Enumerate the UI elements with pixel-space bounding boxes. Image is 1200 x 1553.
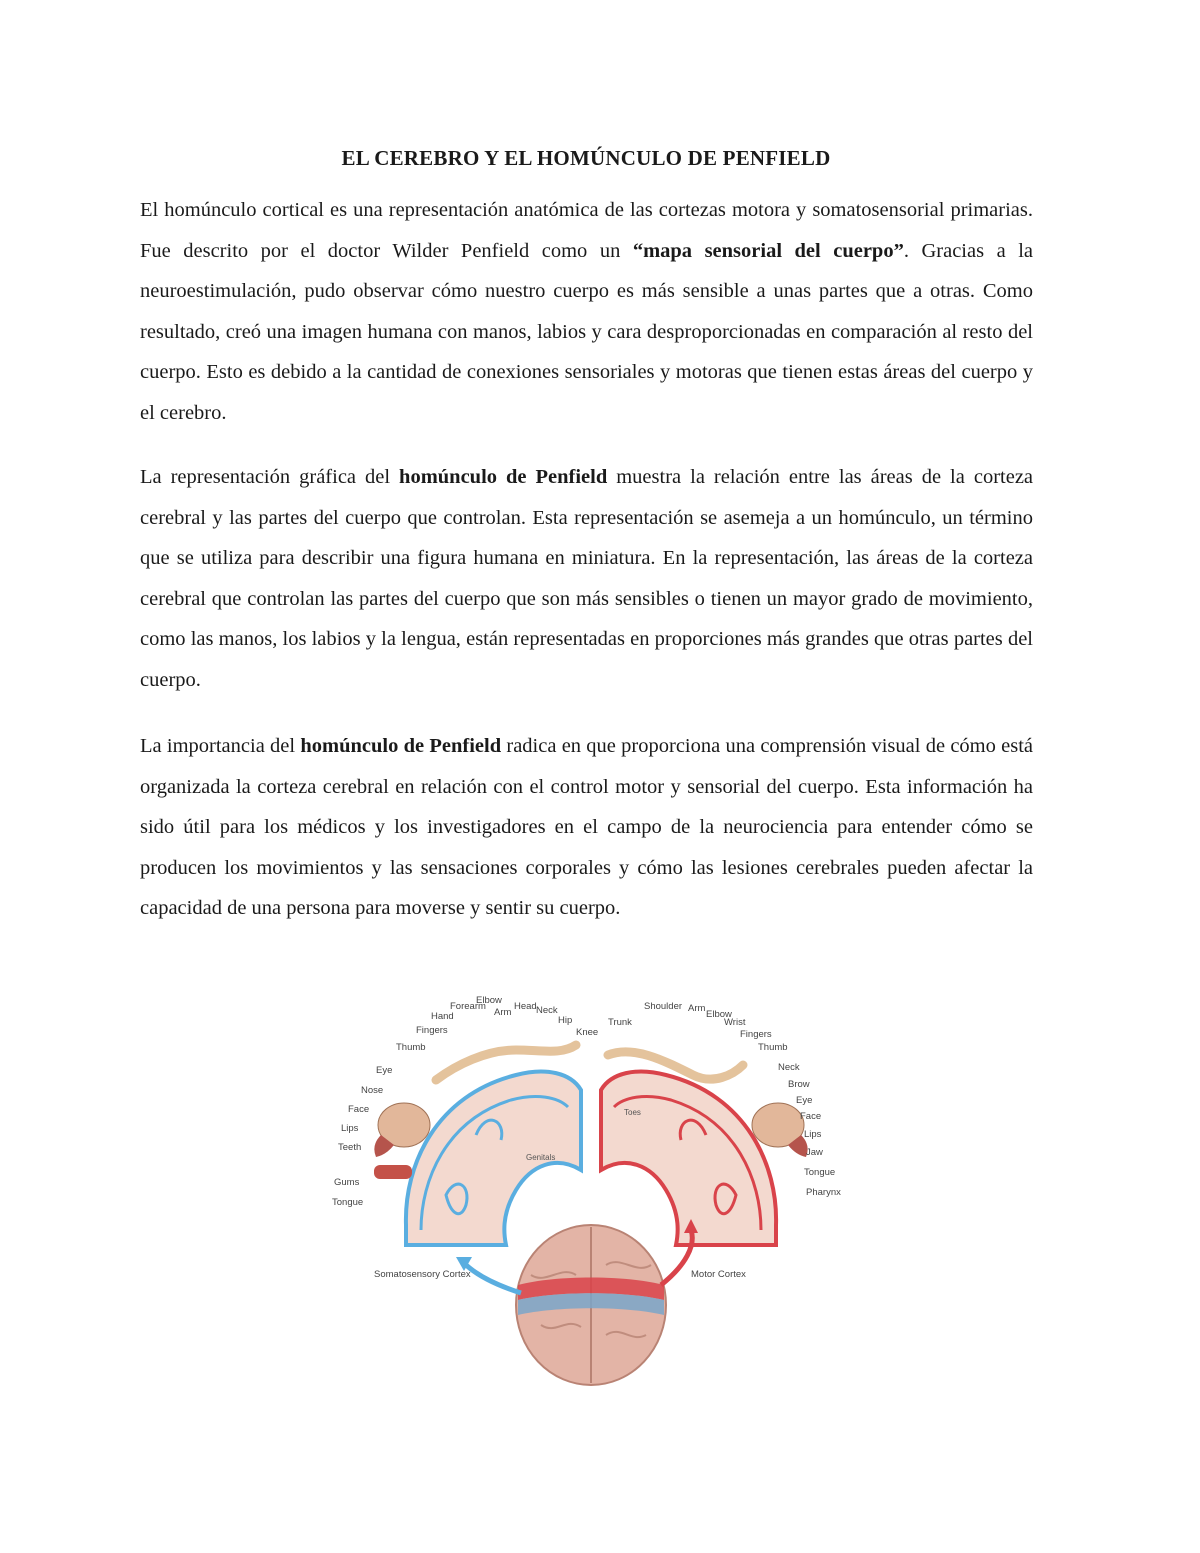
paragraph-1-text-c: . Gracias a la neuroestimulación, pudo observar cómo nuestro cuerpo es más sensible a unas partes que a otras. Como resultado, creó una imagen humana con manos, labios y cara desproporcionadas en comparación al resto del cuerpo. Esto es debido a la cantidad de conexiones sensoriales y motoras que tienen estas áreas del cuerpo y el cerebro. (140, 239, 1033, 424)
sensory-label-2: Nose (361, 1085, 384, 1096)
motor-arc-1: Shoulder (644, 1001, 683, 1012)
motor-label-3: Face (800, 1111, 822, 1122)
sensory-label-7: Tongue (332, 1197, 364, 1208)
sensory-label-4: Lips (341, 1123, 359, 1134)
paragraph-1 (140, 190, 1033, 434)
homunculus-figure (326, 995, 856, 1395)
sensory-arc-0: Fingers (416, 1025, 448, 1036)
sensory-arc-6: Neck (536, 1005, 558, 1016)
sensory-label-1: Eye (376, 1065, 393, 1076)
genitals-label: Genitals (526, 1153, 556, 1162)
document-title: EL CEREBRO Y EL HOMÚNCULO DE PENFIELD (341, 146, 831, 170)
motor-cortex-label: Motor Cortex (691, 1269, 746, 1280)
motor-arc-6: Thumb (758, 1042, 788, 1053)
motor-arc-3: Elbow (706, 1009, 732, 1020)
paragraph-1-text-a: El homúnculo cortical es una representación anatómica de las cortezas motora y somatosensorial primarias. Fue descrito por el doctor Wilder Penfield como un (140, 199, 1033, 262)
sensory-arc-2: Forearm (450, 1001, 486, 1012)
toes-label: Toes (624, 1108, 641, 1117)
sensory-label-0: Thumb (396, 1042, 426, 1053)
sensory-arc-4: Arm (494, 1007, 512, 1018)
motor-label-2: Eye (796, 1095, 813, 1106)
motor-arc-0: Trunk (608, 1017, 632, 1028)
sensory-arc-7: Hip (558, 1015, 573, 1026)
somatosensory-cortex-label: Somatosensory Cortex (374, 1269, 471, 1280)
paragraph-2-text-c: muestra la relación entre las áreas de la corteza cerebral y las partes del cuerpo que controlan. Esta representación se asemeja a un homúnculo, un término que se utiliza para describir una figura humana en miniatura. En la representación, las áreas de la corteza cerebral que controlan las partes del cuerpo que son más sensibles o tienen un mayor grado de movimiento, como las manos, los labios y la lengua, están representadas en proporciones más grandes que otras partes del cuerpo. (140, 466, 1034, 691)
paragraph-2-bold: homúnculo de Penfield (399, 466, 608, 488)
motor-label-0: Neck (778, 1062, 800, 1073)
paragraph-3 (140, 726, 1033, 929)
sensory-arc-3: Elbow (476, 995, 502, 1006)
sensory-arc-1: Hand (431, 1011, 454, 1022)
sensory-arc-8: Knee (576, 1027, 599, 1038)
paragraph-2 (140, 457, 1033, 701)
motor-label-6: Tongue (804, 1167, 836, 1178)
motor-label-4: Lips (804, 1129, 822, 1140)
somatosensory-hemisphere (374, 1045, 581, 1245)
motor-label-5: Jaw (806, 1147, 823, 1158)
homunculus-illustration (326, 995, 856, 1395)
motor-label-1: Brow (788, 1079, 810, 1090)
motor-arc-4: Wrist (724, 1017, 746, 1028)
paragraph-1-bold: “mapa sensorial del cuerpo” (632, 239, 904, 262)
motor-label-7: Pharynx (806, 1187, 841, 1198)
sensory-label-5: Teeth (338, 1142, 362, 1153)
paragraph-2-text-a: La representación gráfica del (140, 466, 400, 488)
paragraph-3-text-c: radica en que proporciona una comprensión visual de cómo está organizada la corteza cerebral en relación con el control motor y sensorial del cuerpo. Esta información ha sido útil para los médicos y los investigadores en el campo de la neurociencia para entender cómo se producen los movimientos y las sensaciones corporales y cómo las lesiones cerebrales pueden afectar la capacidad de una persona para moverse y sentir su cuerpo. (140, 735, 1034, 920)
sensory-label-6: Gums (334, 1177, 360, 1188)
paragraph-3-text-a: La importancia del (140, 735, 301, 757)
motor-arc-2: Arm (688, 1003, 706, 1014)
sensory-arc-5: Head (514, 1001, 537, 1012)
sensory-label-3: Face (348, 1104, 370, 1115)
paragraph-3-bold: homúnculo de Penfield (300, 735, 502, 757)
motor-arc-5: Fingers (740, 1029, 772, 1040)
